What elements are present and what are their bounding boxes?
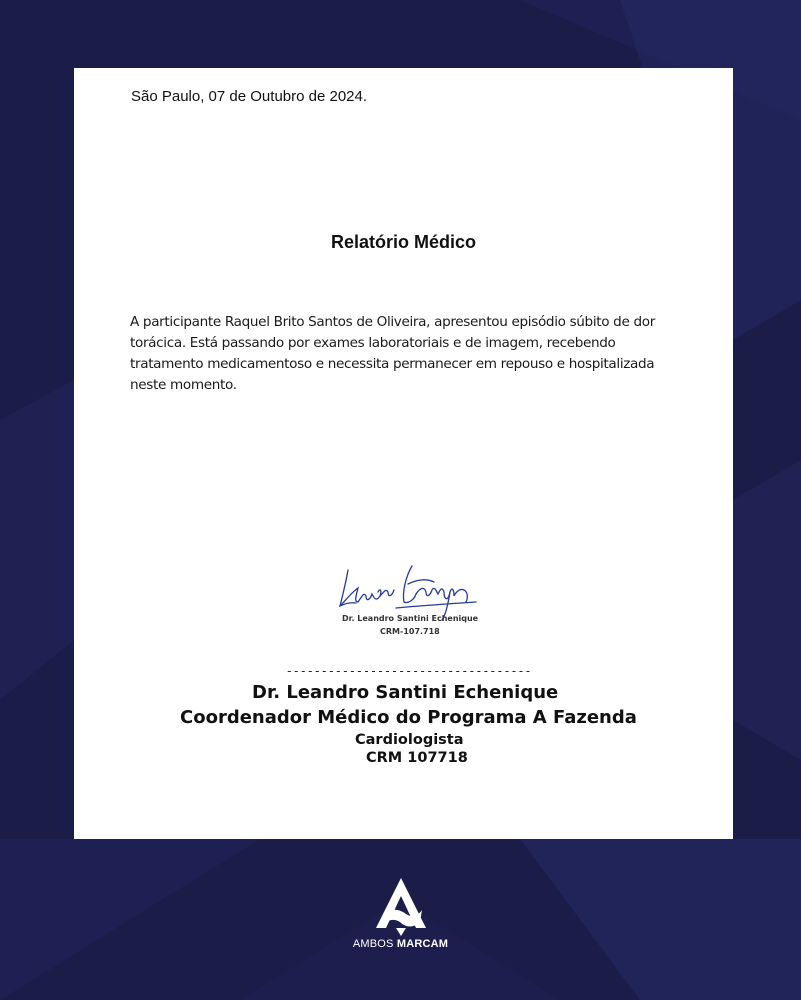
doctor-crm: CRM 107718 <box>366 750 468 766</box>
signature-stamp-crm: CRM-107.718 <box>380 627 440 636</box>
report-title: Relatório Médico <box>330 232 477 252</box>
report-date: São Paulo, 07 de Outubro de 2024. <box>131 88 368 105</box>
doctor-role: Coordenador Médico do Programa A Fazenda <box>180 707 637 728</box>
ambos-marcam-logo-icon <box>376 878 426 936</box>
signature-line: ----------------------------------- <box>285 664 532 678</box>
brand-name-light: AMBOS <box>352 938 397 950</box>
ambos-marcam-logo <box>340 876 461 956</box>
signature-stamp-name: Dr. Leandro Santini Echenique <box>342 614 479 623</box>
brand-name <box>340 938 461 950</box>
brand-name-bold: MARCAM <box>396 938 449 950</box>
doctor-name: Dr. Leandro Santini Echenique <box>252 682 559 703</box>
doctor-specialty: Cardiologista <box>355 732 464 748</box>
medical-report-document <box>74 68 733 839</box>
report-body: A participante Raquel Brito Santos de Oliveira, apresentou episódio súbito de dor torácica. Está passando por exames laboratoriais e de imagem, recebendo tratamento medicamentoso e necessita permanecer em repouso e hospitalizada neste momento. <box>130 314 655 393</box>
